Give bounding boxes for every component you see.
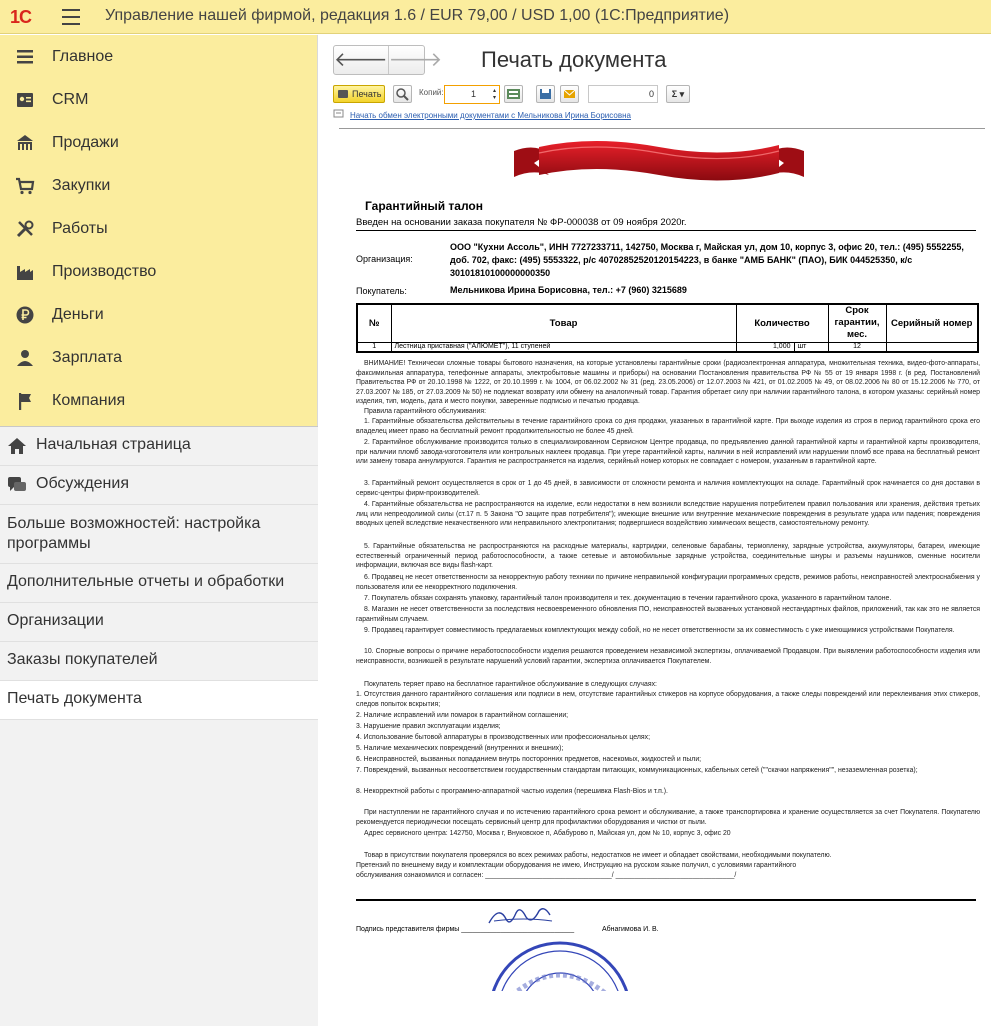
col-term: Срок гарантии, мес.	[828, 304, 886, 342]
loss-7: 7. Повреждений, вызванных несоответствием государственным стандартам питающих, коммуникационных, кабельных сетей (""скачки напряжения"", незаземленная розетка);	[356, 767, 918, 774]
loss-1: 1. Отсутствия данного гарантийного соглашения или подписи в нем, отсутствие гарантийных стикеров на корпусе оборудования, а также следы повреждений или переклеивания этих стикеров, следов попыток вскрытия;	[356, 691, 980, 708]
section-salary[interactable]	[0, 336, 317, 379]
factory-icon	[15, 262, 35, 282]
warning-paragraph: ВНИМАНИЕ! Технически сложные товары бытового назначения, на которые установлены гарантийные сроки (радиоэлектронная аппаратура, множительная техника, видео-фото-аппараты, факсимильная аппаратура, телефонные аппараты, электробытовые машины и приборы) на основании Постановления правительства РФ № 55 от 19 января 1998 г. (в ред. Постановлений Правительства РФ от 20.10.1998 № 1222, от 20.10.1999 г. № 1004, от 06.02.2002 № 31 (ред. 23.05.2006) от 12.07.2003 № 421, от 01.02.2005 № 49, от 08.02.2006 № 80 от 15.12.2006 № 770, от 27.03.2007 № 185, от 27.03.2009 № 50) не подлежат возврату или обмену на аналогичный товар. Гарантия обретает силу при наличии гарантийного талона, в котором указаны: серийный номер изделия, тип, модель, дата и место покупки, заверенные подписью и печатью продавца.	[356, 360, 980, 406]
sum-field[interactable]: 0	[588, 85, 658, 103]
company-stamp	[487, 940, 633, 991]
edi-exchange-link[interactable]: Начать обмен электронными документами с Мельникова Ирина Борисовна	[350, 111, 631, 120]
col-qty: Количество	[736, 304, 828, 342]
edi-icon	[333, 109, 345, 119]
doc-basis: Введен на основании заказа покупателя № ФР-000038 от 09 ноября 2020г.	[356, 217, 687, 228]
send-email-button[interactable]	[560, 85, 579, 103]
loss-3: 3. Нарушение правил эксплуатации изделия;	[356, 723, 501, 730]
rule-9: 9. Продавец гарантирует совместимость предлагаемых комплектующих между собой, но не несет ответственности за их совместимость с уже имеющимися устройствами Покупателя.	[364, 627, 955, 634]
buyer-value: Мельникова Ирина Борисовна, тел.: +7 (960) 3215689	[450, 285, 687, 295]
floppy-icon	[537, 86, 554, 102]
section-label: Производство	[52, 263, 157, 280]
buyer-label: Покупатель:	[356, 286, 407, 296]
rule-3: 3. Гарантийный ремонт осуществляется в срок от 1 до 45 дней, в зависимости от сложности ремонта и наличия комплектующих на складе. Гарантийный срок начинается со дня доставки в сервис-центры фирм-производителей.	[356, 480, 980, 497]
rule-1: 1. Гарантийные обязательства действительны в течение гарантийного срока со дня продажи, указанных в гарантийной карте. При выходе изделия из строя в период гарантийного срока его владелец имеет право на бесплатный ремонт продолжительностью не более 45 дней.	[356, 418, 980, 435]
signature-name: Абнагимова И. В.	[602, 926, 659, 933]
print-button[interactable]: Печать	[333, 85, 385, 103]
edit-mode-button[interactable]	[504, 85, 523, 103]
rule-6: 6. Продавец не несет ответственности за некорректную работу техники по причине неправильной конфигурации программных средств, режимов работы, неисправностей электроснабжения у пользователя или ее некорректного подключения.	[356, 574, 980, 591]
magnifier-icon	[394, 86, 411, 102]
rule-4: 4. Гарантийные обязательства не распространяются на изделие, если недостатки в нем возникли вследствие нарушения потребителем правил пользования или хранения, действия третьих лиц или непреодолимой силы (ст.17 п. 5 Закона "О защите прав потребителя"); имеющие внешние или внутренние механические повреждения в результате удара или падения; повреждения вводных цепей вследствие некачественного или неправильного электропитания; подвергшиеся воздействию химических веществ, самостоятельному ремонту.	[356, 501, 980, 528]
rule-7: 7. Покупатель обязан сохранять упаковку, гарантийный талон производителя и тех. документацию в течении гарантийного срока, указанного в гарантийном талоне.	[364, 595, 892, 602]
app-title: Управление нашей фирмой, редакция 1.6 / EUR 79,00 / USD 1,00 (1С:Предприятие)	[105, 7, 730, 24]
app-logo[interactable]: 1С	[10, 7, 32, 27]
toolbar	[333, 85, 983, 105]
envelope-icon	[561, 86, 578, 102]
nav-reports[interactable]: Дополнительные отчеты и обработки	[0, 564, 318, 603]
loss-4: 4. Использование бытовой аппаратуры в производственных или профессиональных целях;	[356, 734, 650, 741]
table-row	[357, 342, 978, 352]
loss-title: Покупатель теряет право на бесплатное гарантийное обслуживание в следующих случаях:	[364, 681, 657, 688]
tools-icon	[15, 219, 35, 239]
doc-title: Гарантийный талон	[365, 199, 484, 213]
loss-2: 2. Наличие исправлений или помарок в гарантийном соглашении;	[356, 712, 569, 719]
cell-item: Лестница приставная ("АЛЮМЕТ"), 11 ступеней	[391, 342, 736, 352]
nav-home[interactable]	[0, 427, 318, 466]
section-label: CRM	[52, 91, 89, 108]
ribbon-banner	[514, 133, 804, 193]
chat-icon	[7, 476, 27, 494]
contacts-icon	[15, 90, 35, 110]
preview-button[interactable]	[393, 85, 412, 103]
copies-label: Копий:	[419, 88, 444, 97]
forward-button[interactable]: 🡒	[388, 46, 443, 74]
section-crm[interactable]	[0, 78, 317, 121]
col-item: Товар	[391, 304, 736, 342]
title-bar	[0, 0, 991, 34]
checked-line-3: обслуживания ознакомился и согласен: _________________________________/ _______________________________/	[356, 872, 737, 879]
section-company[interactable]	[0, 379, 317, 422]
rule-2: 2. Гарантийное обслуживание производится только в специализированном Сервисном Центре продавца, по предъявлению данной гарантийной карты и гарантийной карты производителя, при наличии пломб завода-изготовителя или контрольных наклеек продавца. При утере гарантийной карты, наличии в ней исправлений или нарушении пломб все права на бесплатный ремонт или замену товара аннулируются. Гарантия не распространяется на изделия, серийный номер которых не совпадает с номером, указанным в гарантийной карте.	[356, 439, 980, 466]
home-icon	[7, 437, 27, 455]
loss-5: 5. Наличие механических повреждений (внутренних и внешних);	[356, 745, 564, 752]
section-sales[interactable]	[0, 121, 317, 164]
page-title: Печать документа	[481, 47, 667, 72]
nav-organizations[interactable]: Организации	[0, 603, 318, 642]
section-production[interactable]	[0, 250, 317, 293]
save-button[interactable]	[536, 85, 555, 103]
cell-term: 12	[828, 342, 886, 352]
nav-discussions-label: Обсуждения	[36, 475, 129, 492]
ruble-icon	[15, 305, 35, 325]
cart-icon	[15, 176, 35, 196]
section-label: Закупки	[52, 177, 111, 194]
section-money[interactable]	[0, 293, 317, 336]
loss-6: 6. Неисправностей, вызванных попаданием внутрь посторонних предметов, насекомых, жидкостей и пыли;	[356, 756, 702, 763]
nav-home-label: Начальная страница	[36, 436, 191, 453]
cell-qty: 1,000	[736, 342, 794, 352]
section-label: Компания	[52, 392, 126, 409]
rules-title: Правила гарантийного обслуживания:	[364, 408, 487, 415]
store-icon	[15, 133, 35, 153]
org-value: ООО "Кухни Ассоль", ИНН 7727233711, 142750, Москва г, Майская ул, дом 10, корпус 3, офис 20, тел.: (495) 5552255, доб. 702, факс: (495) 5553322, р/с 40702852520120154223, в банке "АМБ БАНК" (ПАО), БИК 044525350, к/с 30101810100000000350	[450, 242, 964, 278]
document-preview[interactable]	[339, 128, 985, 991]
sections-panel	[0, 35, 318, 991]
nav-discussions[interactable]	[0, 466, 318, 505]
col-num: №	[357, 304, 391, 342]
section-label: Главное	[52, 48, 114, 65]
navigation-panel	[0, 426, 318, 1026]
rule-5: 5. Гарантийные обязательства не распространяются на расходные материалы, картриджи, селеновые барабаны, термопленку, зарядные устройства, аккумуляторы, батареи, имеющие естественный ограниченный период работоспособности, а также сетевые и автомобильные зарядные устройства, соединительные шнуры и разъемы наушников, сменные носители информации, включая все виды flash-карт.	[356, 543, 980, 570]
signature-divider	[356, 899, 976, 901]
nav-customer-orders[interactable]: Заказы покупателей	[0, 642, 318, 681]
history-nav	[333, 45, 443, 75]
section-main[interactable]	[0, 35, 317, 78]
cell-num: 1	[357, 342, 391, 352]
spin-icon[interactable]: ▴ ▾	[492, 88, 496, 101]
flag-icon	[15, 391, 35, 411]
nav-print-document[interactable]: Печать документа	[0, 681, 318, 720]
menu-lines-icon	[15, 47, 35, 67]
org-label: Организация:	[356, 254, 413, 264]
section-purchases[interactable]	[0, 164, 317, 207]
rule-10: 10. Спорные вопросы о причине неработоспособности изделия решаются проведением независимой экспертизы, оплачиваемой Продавцом. При выявлении работоспособности изделия или неисправности, возникшей в результате нарушений условий гарантии, экспертиза оплачивается Покупателем.	[356, 648, 980, 665]
section-label: Деньги	[52, 306, 104, 323]
menu-icon[interactable]	[62, 9, 80, 25]
person-icon	[15, 348, 35, 368]
end-paragraph: При наступлении не гарантийного случая и по истечению гарантийного срока ремонт и обслуживание, а также транспортировка и хранение осуществляется за счет Покупателя. Покупателю рекомендуется периодически посещать сервисный центр для профилактики оборудования и чистки от пыли.	[356, 809, 980, 826]
main-area	[319, 35, 991, 991]
cell-unit: шт	[794, 342, 828, 352]
copies-input[interactable]: 1 ▴ ▾	[444, 85, 500, 104]
loss-8: 8. Некорректной работы с программно-аппаратной частью изделия (перешивка Flash-Bios и т.п.).	[356, 788, 668, 795]
divider	[356, 230, 976, 231]
checked-line-1: Товар в присутствии покупателя проверялся во всех режимах работы, недостатков не имеет и обладает свойствами, необходимыми покупателю.	[364, 852, 832, 859]
goods-table	[356, 303, 979, 353]
section-works[interactable]	[0, 207, 317, 250]
service-address: Адрес сервисного центра: 142750, Москва г, Внуковское п, Абабурово п, Майская ул, дом № 10, корпус 3, офис 20	[364, 830, 731, 837]
sum-button[interactable]: Σ ▾	[666, 85, 690, 103]
section-label: Продажи	[52, 134, 119, 151]
back-button[interactable]: 🡐	[334, 49, 388, 71]
signature-label: Подпись представителя фирмы _____________________________	[356, 926, 575, 933]
checked-line-2: Претензий по внешнему виду и комплектации оборудования не имею, Инструкцию на русском языке получил, с условиями гарантийного	[356, 862, 797, 869]
nav-more-options[interactable]: Больше возможностей: настройка программы	[0, 505, 318, 564]
cell-serial	[886, 342, 978, 352]
rule-8: 8. Магазин не несет ответственности за последствия несвоевременного обновления ПО, неисправностей вызванных установкой нестандартных файлов, приложений, так как это не является гарантийным случаем.	[356, 606, 980, 623]
table-header-row	[357, 304, 978, 342]
section-label: Работы	[52, 220, 108, 237]
col-serial: Серийный номер	[886, 304, 978, 342]
table-edit-icon	[505, 86, 522, 102]
section-label: Зарплата	[52, 349, 123, 366]
